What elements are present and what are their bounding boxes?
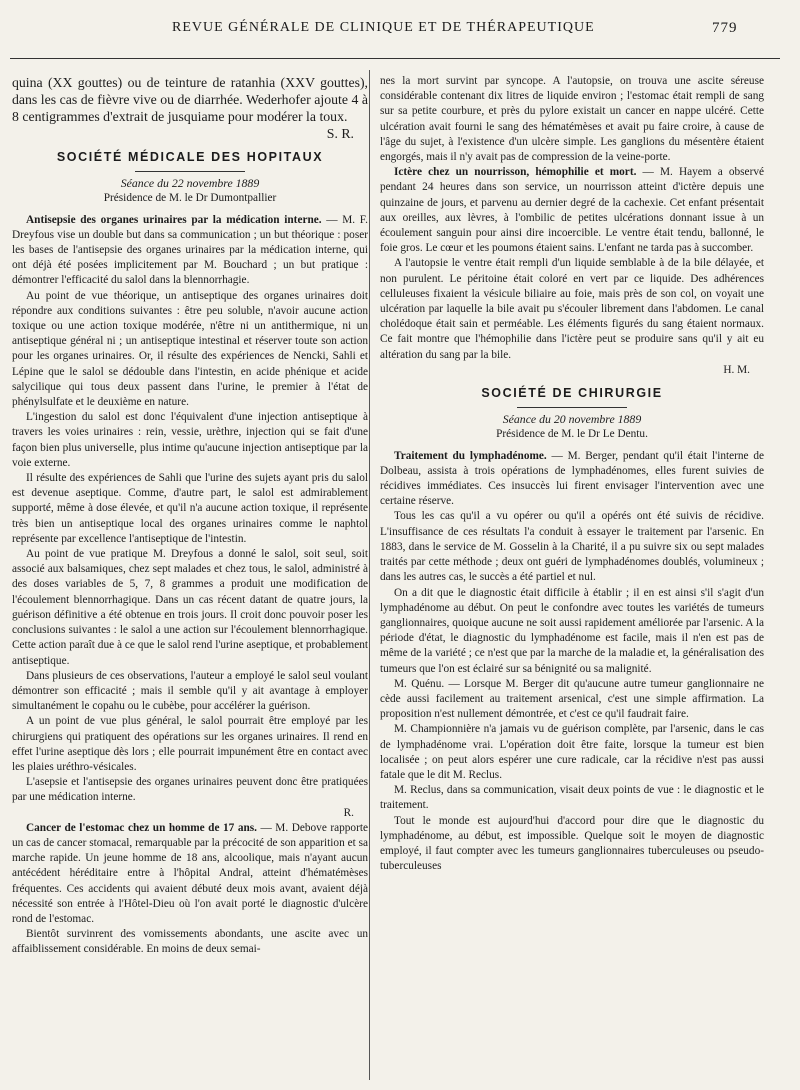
signature: H. M. — [723, 363, 750, 376]
paragraph: On a dit que le diagnostic était difficile à établir ; il en est ainsi s'il s'agit d'un lymphadénome au début. On peut le confondre avec toutes les variétés de tumeurs ganglionnaires, quoique aucune ne soit aussi rapidement améliorée par l'arsenic. A la période d'état, le diagnostic du lymphadénome est facile, mais il n'en est pas de même de la variété ; ce n'est que par la marche de la maladie et, la généralisation des tumeurs que l'on est éclairé sur sa bénignité ou sa malignité. — [380, 586, 764, 675]
paragraph: L'ingestion du salol est donc l'équivalent d'une injection antiseptique à travers les voies urinaires : rein, vessie, urèthre, injection qui se fait d'une façon bien plus universelle, plus intime qu'aucune injection antiseptique par la voie externe. — [12, 411, 368, 469]
article-title: Ictère chez un nourrisson, hémophilie et mort. — [394, 166, 637, 179]
article-cancer — [12, 821, 368, 927]
paragraph: M. Reclus, dans sa communication, visait deux points de vue : le diagnostic et le traitement. — [380, 784, 764, 812]
article-title: Cancer de l'estomac chez un homme de 17 ans. — [26, 821, 257, 834]
title-rule — [517, 407, 627, 408]
article-antisepsie — [12, 213, 368, 289]
article-body: — M. Hayem a observé pendant 24 heures dans son service, un nourrisson atteint d'ictère depuis une quinzaine de jours, et parvenu au dernier degré de la cachexie. Cet enfant présentait aux oreilles, aux lèvres, à l'ombilic de petites ulcérations donnant issue à un écoulement sanguin pour ainsi dire incoercible. Le ventre était tendu, ballonné, le foie gros. Le cœur et les poumons étaient sains. L'enfant ne tarda pas à succomber. — [380, 166, 764, 255]
paragraph: A un point de vue plus général, le salol pourrait être employé par les chirurgiens qui pratiquent des opérations sur les organes urinaires. Il rend en effet l'urine aseptique dès lors ; elle pourrait impunément être en contact avec les plaies uréthro-vésicales. — [12, 715, 368, 773]
paragraph: Dans plusieurs de ces observations, l'auteur a employé le salol seul voulant démontrer son efficacité ; mais il semble qu'il y ait avantage à employer simultanément le copahu ou le cubèbe, pour accélérer la guérison. — [12, 669, 368, 713]
paragraph: L'asepsie et l'antisepsie des organes urinaires peuvent donc être pratiquées par une médication interne. — [12, 776, 368, 804]
intro-paragraph — [12, 74, 368, 125]
paragraph: M. Championnière n'a jamais vu de guérison complète, par l'arsenic, dans le cas de lymphadénome vrai. L'opération doit être faite, lorsque la tumeur est bien localisée ; on peut alors espérer une cure radicale, car la récidive n'est pas aussi fatale que le dit M. Reclus. — [380, 723, 764, 781]
signature: R. — [343, 806, 354, 819]
presidence: Présidence de M. le Dr Dumontpallier — [103, 192, 277, 205]
seance-date: Séance du 22 novembre 1889 — [120, 176, 260, 191]
intro-text: quina (XX gouttes) ou de teinture de ratanhia (XXV gouttes), dans les cas de fièvre vive ou de diarrhée. Wederhofer ajoute 4 à 8 centigrammes d'extrait de jusquiame pour modérer la toux. — [12, 75, 368, 124]
article-title: Traitement du lymphadénome. — [394, 449, 547, 462]
column-divider — [369, 70, 370, 1080]
article-body: — M. Berger, pendant qu'il était l'interne de Dolbeau, assista à trois opérations de lymphadénomes, elles furent suivies de récidives immédiates. Ces insuccès lui firent envisager l'intervention avec une certaine réserve. — [380, 449, 764, 508]
paragraph: M. Quénu. — Lorsque M. Berger dit qu'aucune autre tumeur ganglionnaire ne cède aussi facilement au traitement arsenical, c'est une simple affirmation. La proposition n'est nullement démontrée, et c'est ce qu'il faudrait faire. — [380, 677, 764, 721]
title-rule — [135, 171, 245, 172]
page-number: 779 — [712, 20, 738, 36]
article-lymphadenome — [380, 449, 764, 510]
paragraph: nes la mort survint par syncope. A l'autopsie, on trouva une ascite séreuse considérable contenant dix litres de liquide environ ; l'estomac était rempli de sang sur sa petite courbure, et près du pylore existait un cancer en nappe ulcéré. Cette ulcération avait fourni le sang des hématémèses et avait pu faire croire, à cause de l'âge du sujet, à l'existence d'un ulcère simple. Les ganglions du mésentère étaient engorgés, mais il n'y avait pas de compression de la veine-porte. — [380, 75, 764, 164]
article-title: Antisepsie des organes urinaires par la médication interne. — [26, 213, 322, 226]
paragraph: Tout le monde est aujourd'hui d'accord pour dire que le diagnostic du lymphadénome, au début, est impossible. Quelque soit le moyen de diagnostic employé, il faut compter avec les tumeurs ganglionnaires tuberculeuses ou pseudo-tuberculeuses — [380, 814, 764, 873]
intro-signature: S. R. — [326, 126, 354, 141]
presidence: Présidence de M. le Dr Le Dentu. — [496, 428, 648, 441]
article-body: — M. Debove rapporte un cas de cancer stomacal, remarquable par la précocité de son apparition et sa marche rapide. Un jeune homme de 18 ans, alcoolique, mais n'ayant aucun antécédent héréditaire entre à l'hôpital Andral, atteint d'hématémèses fréquentes. Ces accidents qui avaient débuté deux mois avant, avaient déjà nécessité son entrée à l'Hôtel-Dieu où l'on avait porté le diagnostic d'ulcère rond de l'estomac. — [12, 821, 368, 925]
seance-date: Séance du 20 novembre 1889 — [502, 412, 642, 427]
paragraph: Bientôt survinrent des vomissements abondants, une ascite avec un affaiblissement considérable. En moins de deux semai- — [12, 928, 368, 956]
paragraph: Il résulte des expériences de Sahli que l'urine des sujets ayant pris du salol est devenue aseptique. Comme, d'autre part, le salol est admirablement supporté, même à dose élevée, et qu'il n'a aucune action toxique, il représente très bien un antiseptique local des organes urinaires comme le naphtol représente par excellence l'antiseptique de l'intestin. — [12, 472, 368, 545]
article-body: — M. F. Dreyfous vise un double but dans sa communication ; un but théorique : poser les bases de l'antisepsie des organes urinaires par la médication interne, qui ont déjà été posées implicitement par M. Bouchard ; un but pratique : démontrer l'efficacité du salol dans la blennorrhagie. — [12, 213, 368, 287]
journal-title: REVUE GÉNÉRALE DE CLINIQUE ET DE THÉRAPEUTIQUE — [172, 20, 595, 35]
header-rule — [10, 58, 780, 59]
paragraph: Tous les cas qu'il a vu opérer ou qu'il a opérés ont été suivis de récidive. L'insuffisance de ces résultats l'a conduit à essayer le traitement par l'arsenic. En 1883, dans le service de M. Gosselin à la Charité, il a pu suivre six ou sept malades traités par cette méthode ; deux ont guéri de lymphadénomes doublés, volumineux ; dans les autres cas, le succès a été partiel et nul. — [380, 510, 764, 584]
society-title-chirurgie: SOCIÉTÉ DE CHIRURGIE — [481, 386, 663, 401]
society-title-hopitaux: SOCIÉTÉ MÉDICALE DES HOPITAUX — [56, 150, 324, 164]
paragraph: A l'autopsie le ventre était rempli d'un liquide semblable à de la bile délayée, et non purulent. Le péritoine était coloré en vert par ce liquide. Des adhérences celluleuses fixaient la vésicule biliaire au foie, mais près de son col, on voyait une ulcération par laquelle la bile avait pu s'écouler librement dans l'abdomen. Le canal cholédoque était sain et perméable. Les éléments figurés du sang étaient normaux. Ce fait montre que l'hémophilie dans l'ictère peut se produire sans qu'il y ait eu altération du sang par la bile. — [380, 257, 764, 361]
article-ictere — [380, 165, 764, 256]
paragraph: Au point de vue théorique, un antiseptique des organes urinaires doit répondre aux conditions suivantes : être peu soluble, n'avoir aucune action toxique ou une action toxique modérée, n'être ni un antithermique, ni un antiseptique général ni ; un antiseptique intestinal et réserver toute son action pour les organes urinaires. Or, il résulte des expériences de Nencki, Sahli et Lépine que le salol se dédouble dans l'intestin, en acide phénique et acide salycilique qui tous deux passent dans l'urine, le premier à l'état de phénylsulfate et le deuxième en nature. — [12, 289, 368, 409]
left-column — [12, 74, 368, 958]
right-column — [380, 74, 764, 874]
paragraph: Au point de vue pratique M. Dreyfous a donné le salol, soit seul, soit associé aux balsamiques, chez sept malades et chez tous, le salol, administré à des doses variables de 5, 7, 8 grammes a produit une modification de l'écoulement blennorrhagique. Dans un cas récent datant de quatre jours, la guérison définitive a été obtenue en trois jours. Il croit donc pouvoir poser les conclusions suivantes : le salol a une action sur l'écoulement blennorrhagique. Cette action paraît due à ce que le salol rend l'urine aseptique, et probablement antiseptique. — [12, 548, 368, 667]
